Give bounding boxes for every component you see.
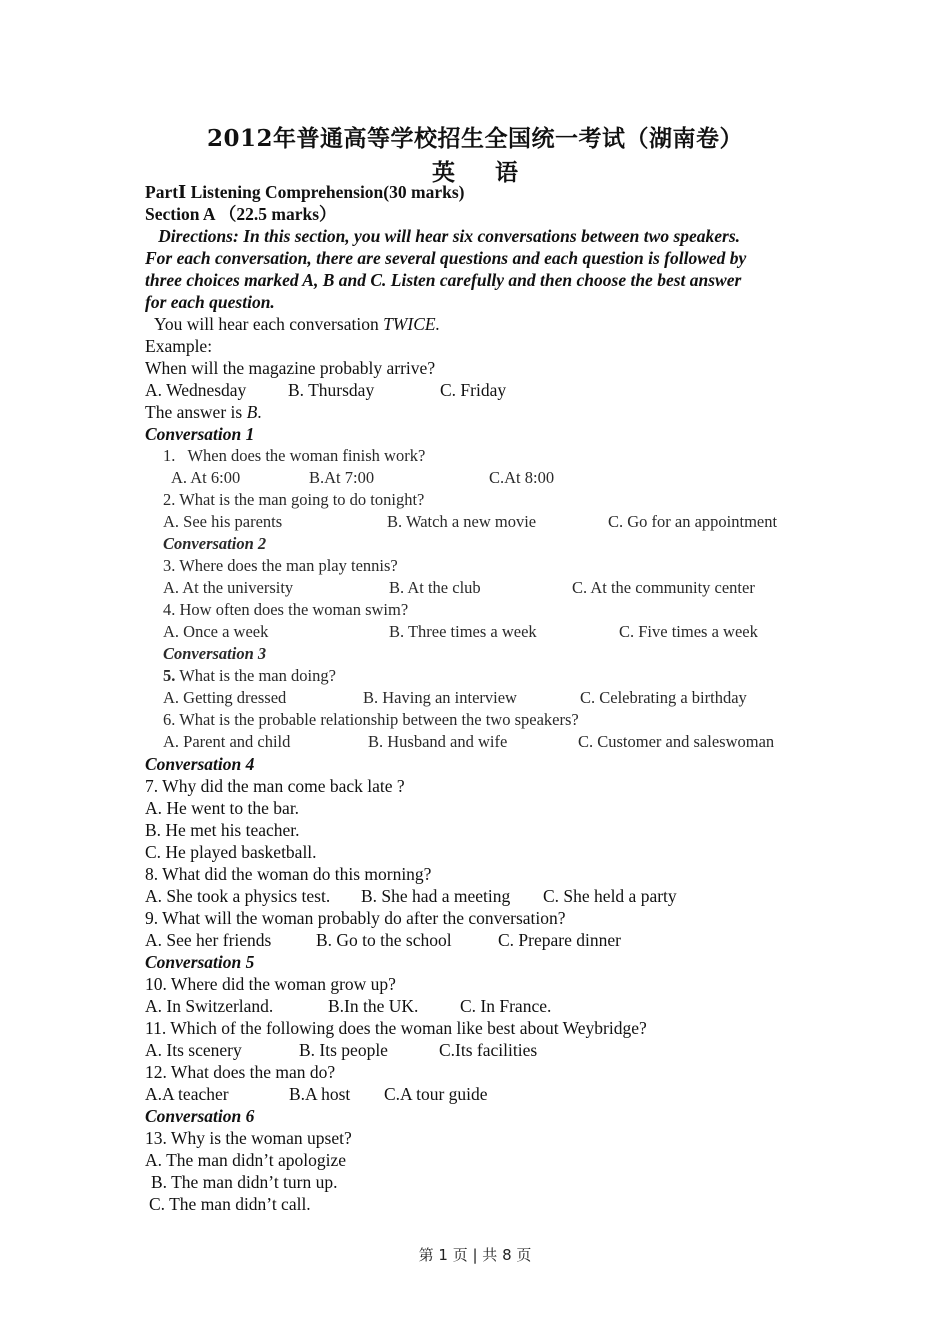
option: A. At 6:00 (171, 468, 241, 487)
option: C. He played basketball. (145, 842, 317, 862)
option: B. She had a meeting (361, 886, 511, 906)
question: 12. What does the man do? (145, 1062, 336, 1082)
option: A. He went to the bar. (145, 798, 300, 818)
hear-twice-note (145, 313, 815, 335)
question-options (145, 621, 815, 643)
option: B. The man didn’t turn up. (151, 1172, 338, 1192)
option: B. Its people (299, 1040, 388, 1060)
question-options (145, 885, 815, 907)
question-options (145, 1039, 815, 1061)
question-options (145, 467, 815, 489)
conversation-title: Conversation 3 (163, 644, 267, 663)
option: A. Parent and child (163, 732, 291, 751)
example-question: When will the magazine probably arrive? (145, 358, 436, 378)
option: C. Customer and saleswoman (578, 732, 775, 751)
example-answer (145, 401, 815, 423)
question: 7. Why did the man come back late ? (145, 776, 405, 796)
option: C. She held a party (543, 886, 677, 906)
option: B. Husband and wife (368, 732, 508, 751)
option: C. Five times a week (619, 622, 758, 641)
directions-line: For each conversation, there are several questions and each question is followed by (145, 248, 747, 268)
directions-line: for each question. (145, 292, 275, 312)
option: B. Three times a week (389, 622, 537, 641)
conversation-title: Conversation 6 (145, 1106, 255, 1126)
exam-title: 2012年普通高等学校招生全国统一考试（湖南卷） (206, 125, 743, 152)
answer-prefix: The answer is (145, 402, 247, 422)
option: A.A teacher (145, 1084, 229, 1104)
option: A. See her friends (145, 930, 272, 950)
question: 13. Why is the woman upset? (145, 1128, 352, 1148)
option: C. Friday (440, 380, 507, 400)
option: B. Having an interview (363, 688, 517, 707)
option: B. Go to the school (316, 930, 452, 950)
question-options (145, 1083, 815, 1105)
option: B.A host (289, 1084, 351, 1104)
part-heading: PartⅠ Listening Comprehension(30 marks) (145, 182, 465, 202)
option: C. Celebrating a birthday (580, 688, 747, 707)
question: 11. Which of the following does the woman like best about Weybridge? (145, 1018, 647, 1038)
option: C. At the community center (572, 578, 755, 597)
directions-line: three choices marked A, B and C. Listen carefully and then choose the best answer (145, 270, 742, 290)
option: B.In the UK. (328, 996, 419, 1016)
question-options (145, 687, 815, 709)
question: 4. How often does the woman swim? (163, 600, 409, 619)
hear-twice-emphasis: TWICE. (383, 314, 440, 334)
option: B. At the club (389, 578, 481, 597)
question: 2. What is the man going to do tonight? (163, 490, 425, 509)
question: 9. What will the woman probably do after the conversation? (145, 908, 566, 928)
conversation-title: Conversation 5 (145, 952, 255, 972)
option: A. Once a week (163, 622, 269, 641)
question-options (145, 731, 815, 753)
option: C.At 8:00 (489, 468, 555, 487)
option: C. Prepare dinner (498, 930, 621, 950)
question: 1. When does the woman finish work? (163, 446, 426, 465)
option: C.Its facilities (439, 1040, 538, 1060)
option: A. In Switzerland. (145, 996, 274, 1016)
example-label: Example: (145, 336, 213, 356)
option: A. The man didn’t apologize (145, 1150, 347, 1170)
conversation-title: Conversation 2 (163, 534, 267, 553)
option: A. At the university (163, 578, 294, 597)
option: C. In France. (460, 996, 552, 1016)
question: 8. What did the woman do this morning? (145, 864, 432, 884)
option: A. Its scenery (145, 1040, 242, 1060)
question-options (145, 511, 815, 533)
option: B. Thursday (288, 380, 375, 400)
question (145, 665, 815, 687)
option: A. Wednesday (145, 380, 247, 400)
question: 6. What is the probable relationship between the two speakers? (163, 710, 579, 729)
question-options (145, 929, 815, 951)
page-footer: 第 1 页 | 共 8 页 (418, 1246, 532, 1264)
question-text: What is the man doing? (175, 666, 336, 685)
option: A. Getting dressed (163, 688, 287, 707)
option: B.At 7:00 (309, 468, 375, 487)
hear-twice-text: You will hear each conversation (154, 314, 384, 334)
option: A. See his parents (163, 512, 283, 531)
answer-letter: B (246, 402, 258, 422)
option: C. The man didn’t call. (149, 1194, 311, 1214)
example-options (145, 379, 815, 401)
conversation-title: Conversation 4 (145, 754, 255, 774)
option: B. He met his teacher. (145, 820, 300, 840)
option: A. She took a physics test. (145, 886, 331, 906)
conversation-title: Conversation 1 (145, 424, 255, 444)
option: B. Watch a new movie (387, 512, 537, 531)
section-heading: Section A （22.5 marks） (145, 204, 337, 224)
option: C.A tour guide (384, 1084, 488, 1104)
option: C. Go for an appointment (608, 512, 778, 531)
subject-title: 英语 (432, 159, 558, 186)
question: 3. Where does the man play tennis? (163, 556, 398, 575)
answer-suffix: . (257, 402, 262, 422)
question: 10. Where did the woman grow up? (145, 974, 396, 994)
exam-content (145, 181, 815, 1215)
directions-line: Directions: In this section, you will hear six conversations between two speakers. (145, 226, 741, 246)
question-number: 5. (163, 666, 176, 685)
question-options (145, 995, 815, 1017)
question-options (145, 577, 815, 599)
